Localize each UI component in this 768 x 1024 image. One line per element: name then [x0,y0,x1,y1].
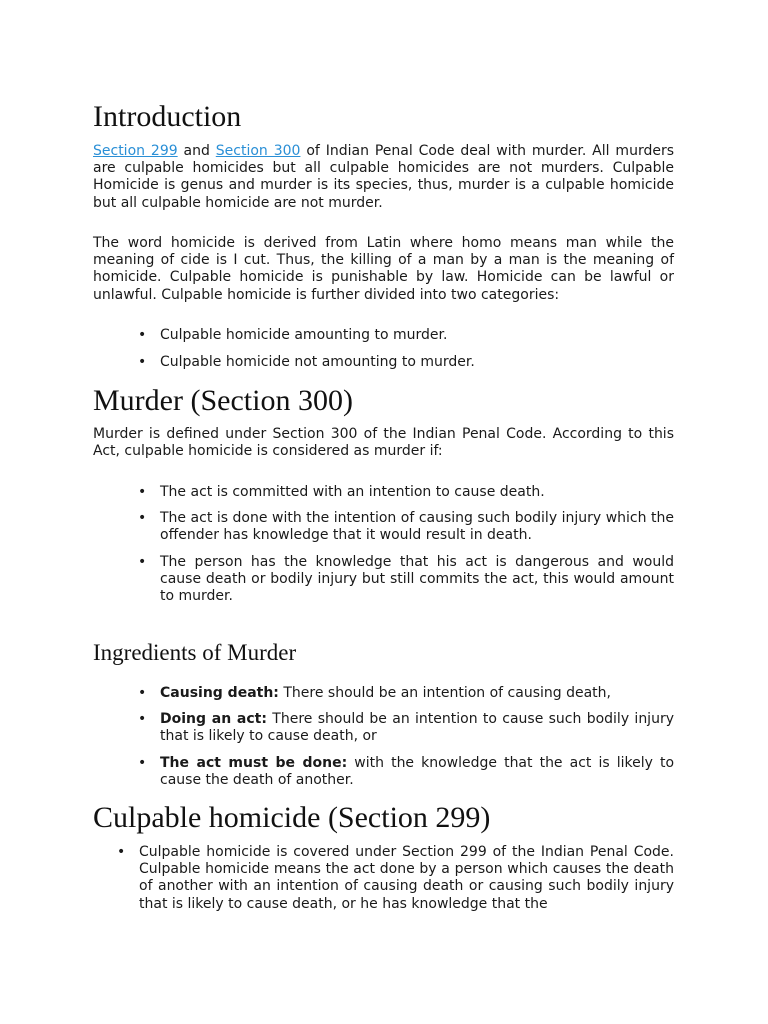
list-item: • Culpable homicide is covered under Section 299 of the Indian Penal Code. Culpable homicide means the act done by a person which causes the death of another with an intention of causing death or causing such bodily injury that is likely to cause death, or he has knowledge that the [93,844,674,913]
culpable-homicide-list [93,844,674,913]
murder-paragraph: Murder is defined under Section 300 of the Indian Penal Code. According to this Act, culpable homicide is considered as murder if: [93,426,674,460]
ingredient-term: Causing death: [160,685,279,701]
intro-paragraph-2: The word homicide is derived from Latin where homo means man while the meaning of cide is I cut. Thus, the killing of a man by a man is the meaning of homicide. Culpable homicide is punishable by law. Homicide can be lawful or unlawful. Culpable homicide is further divided into two categories: [93,235,674,303]
list-item: • The person has the knowledge that his act is dangerous and would cause death or bodily injury but still commits the act, this would amount to murder. [93,554,674,606]
list-item: • The act is done with the intention of causing such bodily injury which the offender has knowledge that it would result in death. [93,510,674,544]
ingredients-list [93,685,674,789]
list-item: • Culpable homicide not amounting to murder. [93,354,674,371]
list-item [93,755,674,789]
ingredient-term: The act must be done: [160,754,348,771]
homicide-categories-list [93,327,674,371]
list-item: • The act is committed with an intention to cause death. [93,484,674,501]
list-item: • Culpable homicide amounting to murder. [93,327,674,344]
intro-and: and [177,143,216,159]
link-section-300[interactable]: Section 300 [215,143,301,159]
intro-paragraph-1 [93,143,674,212]
intro-paragraph-1-text: of Indian Penal Code deal with murder. All murders are culpable homicides but all culpable homicides are not murders. Culpable Homicide is genus and murder is its species, thus, murder is a culpable homicide but all culpable homicide are not murder. [93,143,675,211]
ingredient-text: There should be an intention to cause such bodily injury that is likely to cause death, or [160,711,674,745]
murder-conditions-list [93,484,674,605]
ingredient-text: There should be an intention of causing death, [278,685,611,701]
list-item [93,685,674,702]
ingredient-text: with the knowledge that the act is likely to cause the death of another. [160,754,675,788]
link-section-299[interactable]: Section 299 [93,143,178,159]
heading-introduction: Introduction [93,100,242,133]
list-item [93,711,674,745]
heading-culpable-homicide: Culpable homicide (Section 299) [93,801,491,834]
heading-murder: Murder (Section 300) [93,384,353,417]
ingredient-term: Doing an act: [160,711,267,728]
heading-ingredients: Ingredients of Murder [93,640,297,665]
